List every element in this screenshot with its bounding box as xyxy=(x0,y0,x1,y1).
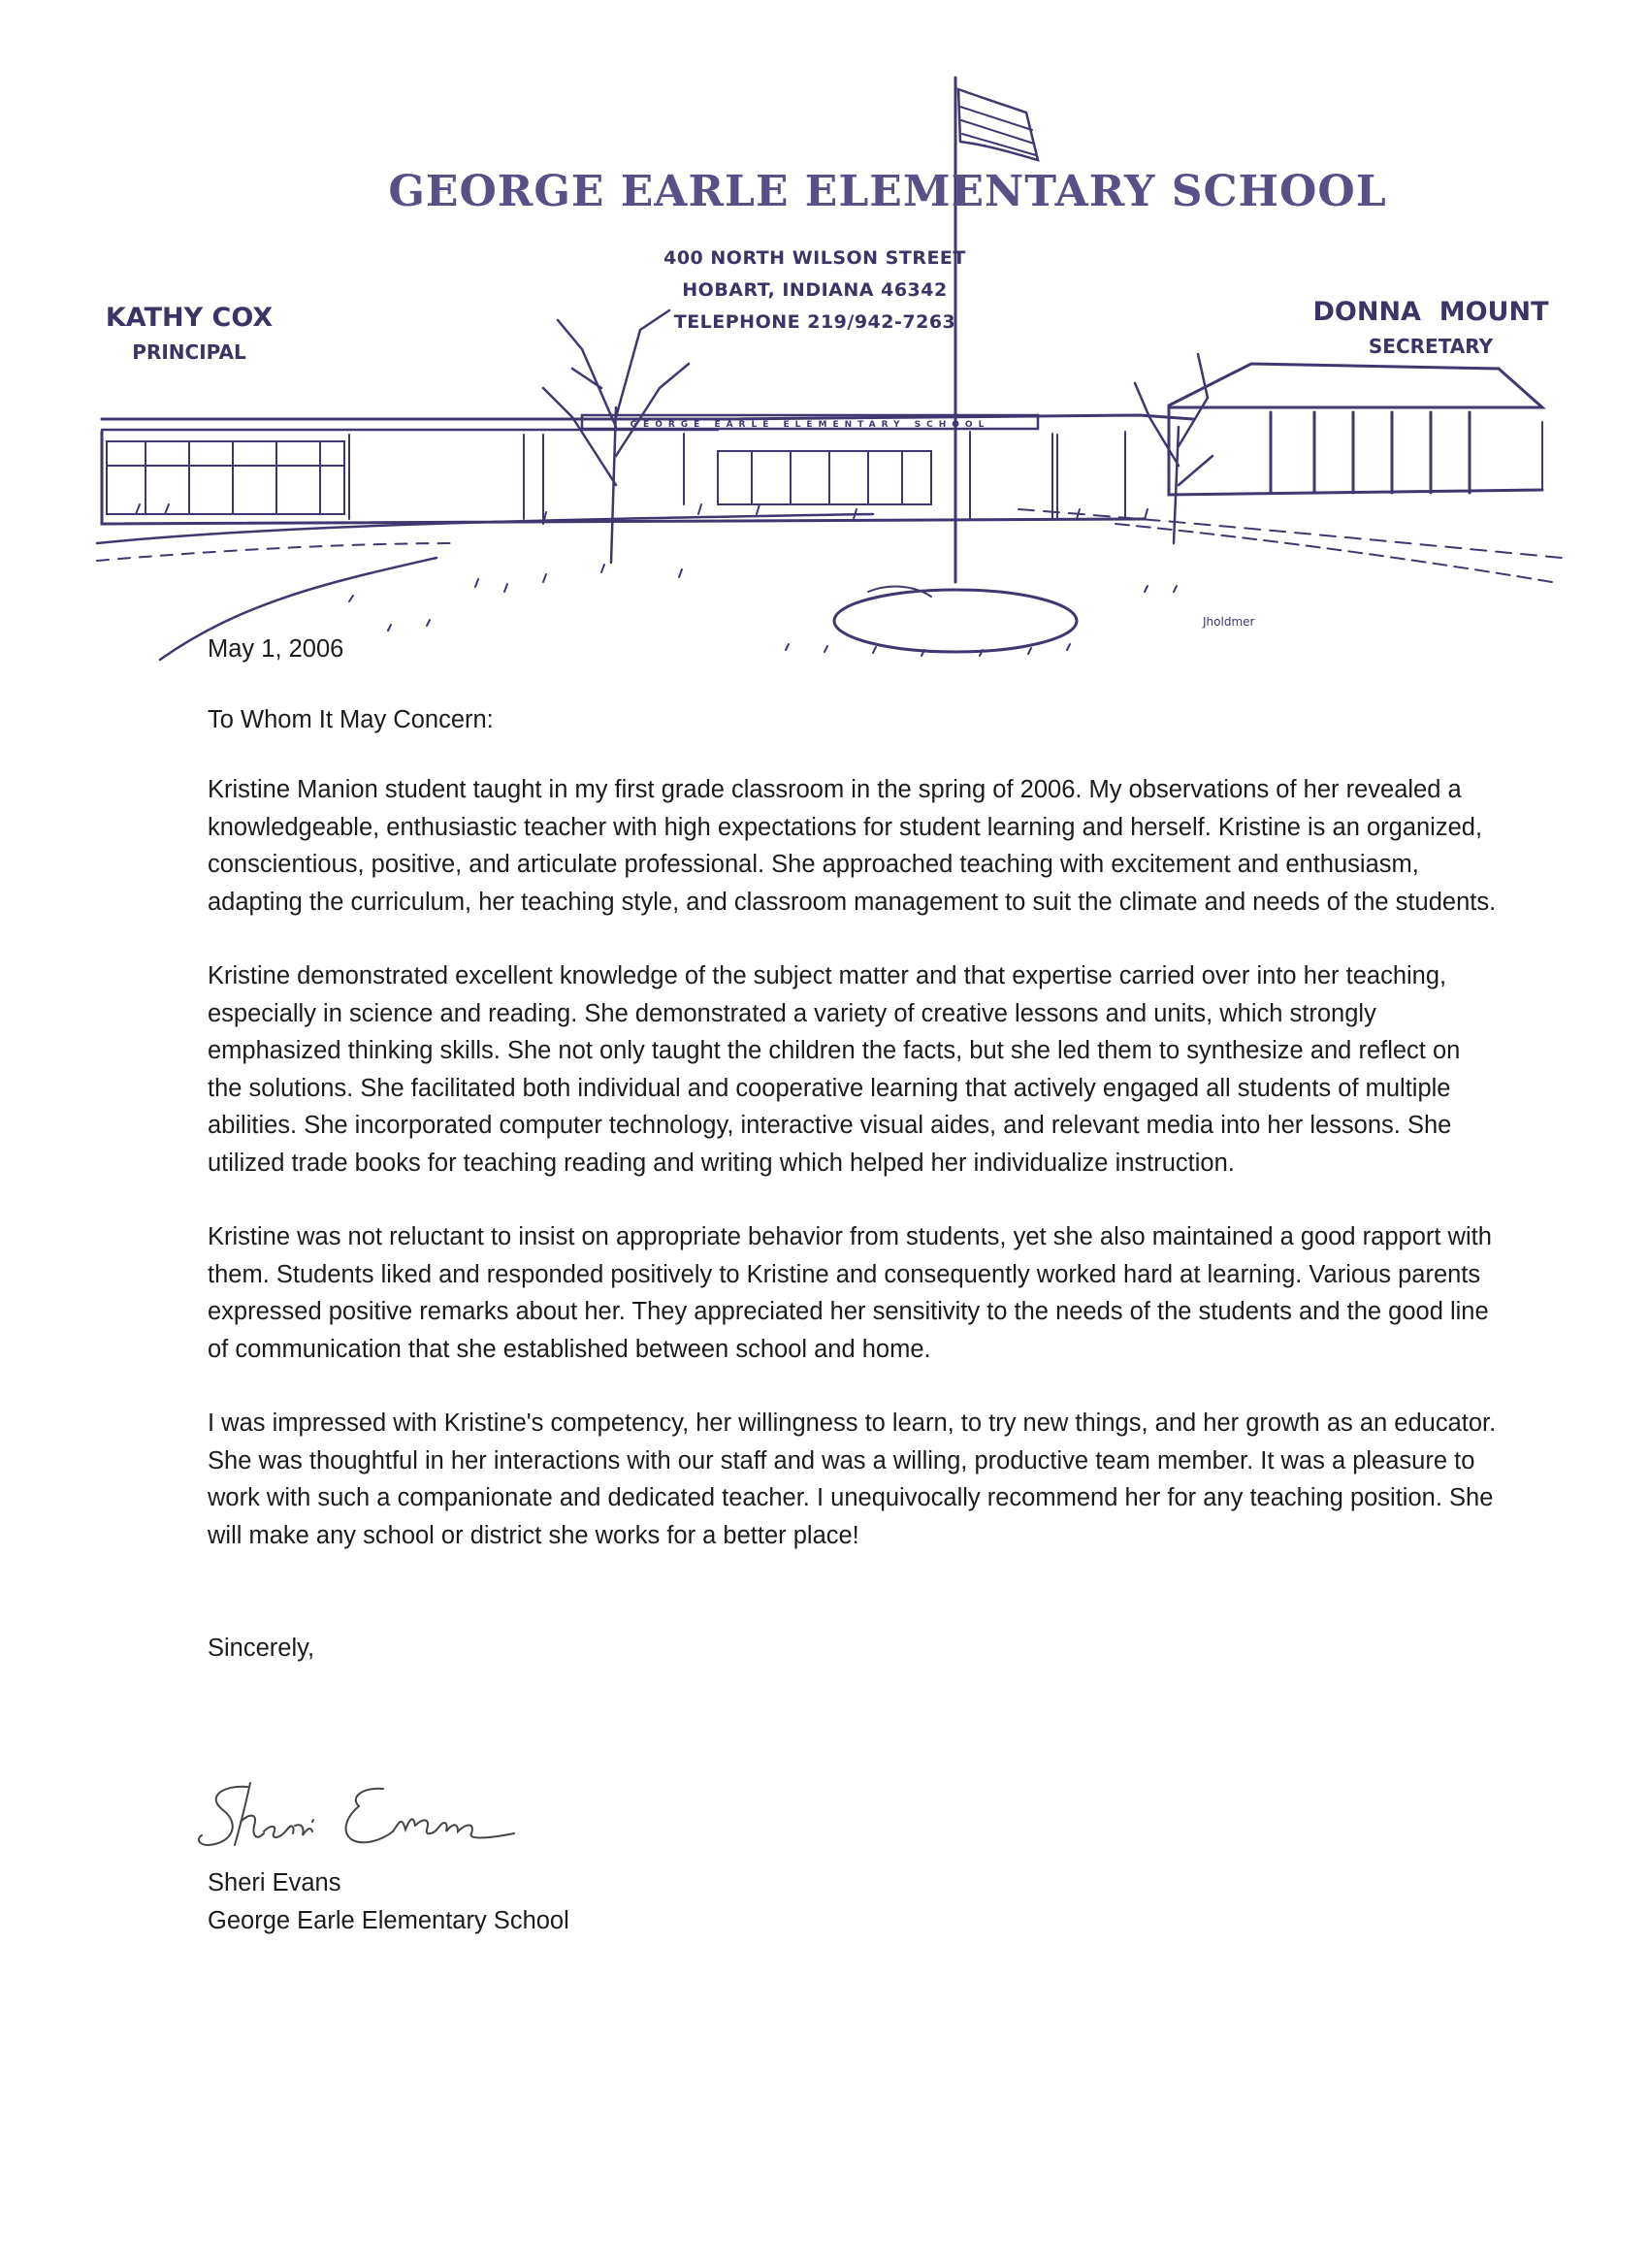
letter-body xyxy=(208,631,1498,1668)
telephone: TELEPHONE 219/942-7263 xyxy=(673,311,956,333)
signer-organization: George Earle Elementary School xyxy=(208,1906,569,1934)
tree-left xyxy=(543,310,689,563)
secretary-title: SECRETARY xyxy=(1368,335,1494,358)
paragraph-4: I was impressed with Kristine's competency, her willingness to learn, to try new things, and her growth as an educator. She was thoughtful in her interactions with our staff and was a willing, productive team member. It was a pleasure to work with such a companionate and dedicated teacher. I unequivocally recommend her for any teaching position. She will make any school or district she works for a better place! xyxy=(208,1409,1497,1549)
handwritten-signature xyxy=(194,1775,543,1863)
paragraph-3: Kristine was not reluctant to insist on appropriate behavior from students, yet she also maintained a good rapport with them. Students liked and responded positively to Kristine and consequently worked hard at learning. Various parents expressed positive remarks about her. They appreciated her sensitivity to the needs of the students and the good line of communication that she established between school and home. xyxy=(208,1223,1492,1363)
address-line-1: 400 NORTH WILSON STREET xyxy=(663,247,966,269)
letterhead xyxy=(0,0,1649,679)
address-line-2: HOBART, INDIANA 46342 xyxy=(682,279,948,301)
signer-block xyxy=(208,1864,569,1939)
building-sign: GEORGE EARLE ELEMENTARY SCHOOL xyxy=(630,420,990,430)
principal-block xyxy=(87,303,291,364)
secretary-block xyxy=(1300,297,1562,358)
letter-date: May 1, 2006 xyxy=(208,635,344,663)
school-address xyxy=(601,243,1028,339)
paragraph-2: Kristine demonstrated excellent knowledge of the subject matter and that expertise carried over into her teaching, especially in science and reading. She demonstrated a variety of creative lessons and units, which strongly emphasized thinking skills. She not only taught the children the facts, but she led them to synthesize and reflect on the solutions. She facilitated both individual and cooperative learning that actively engaged all students of multiple abilities. She incorporated computer technology, interactive visual aides, and relevant media into her lessons. She utilized trade books for teaching reading and writing which helped her individualize instruction. xyxy=(208,962,1461,1177)
principal-name: KATHY COX xyxy=(105,303,274,333)
artist-mark: Jholdmer xyxy=(1203,615,1255,629)
school-name: GEORGE EARLE ELEMENTARY SCHOOL xyxy=(388,167,1387,216)
secretary-name: DONNA MOUNT xyxy=(1312,297,1549,327)
salutation: To Whom It May Concern: xyxy=(208,705,494,733)
closing: Sincerely, xyxy=(208,1635,315,1662)
school-building-illustration xyxy=(0,58,1649,679)
principal-title: PRINCIPAL xyxy=(132,340,246,364)
signer-name: Sheri Evans xyxy=(208,1869,341,1896)
paragraph-1: Kristine Manion student taught in my first grade classroom in the spring of 2006. My observations of her revealed a knowledgeable, enthusiastic teacher with high expectations for student learning and herself. Kristine is an organized, conscientious, positive, and articulate professional. She approached teaching with excitement and enthusiasm, adapting the curriculum, her teaching style, and classroom management to suit the climate and needs of the students. xyxy=(208,776,1497,916)
